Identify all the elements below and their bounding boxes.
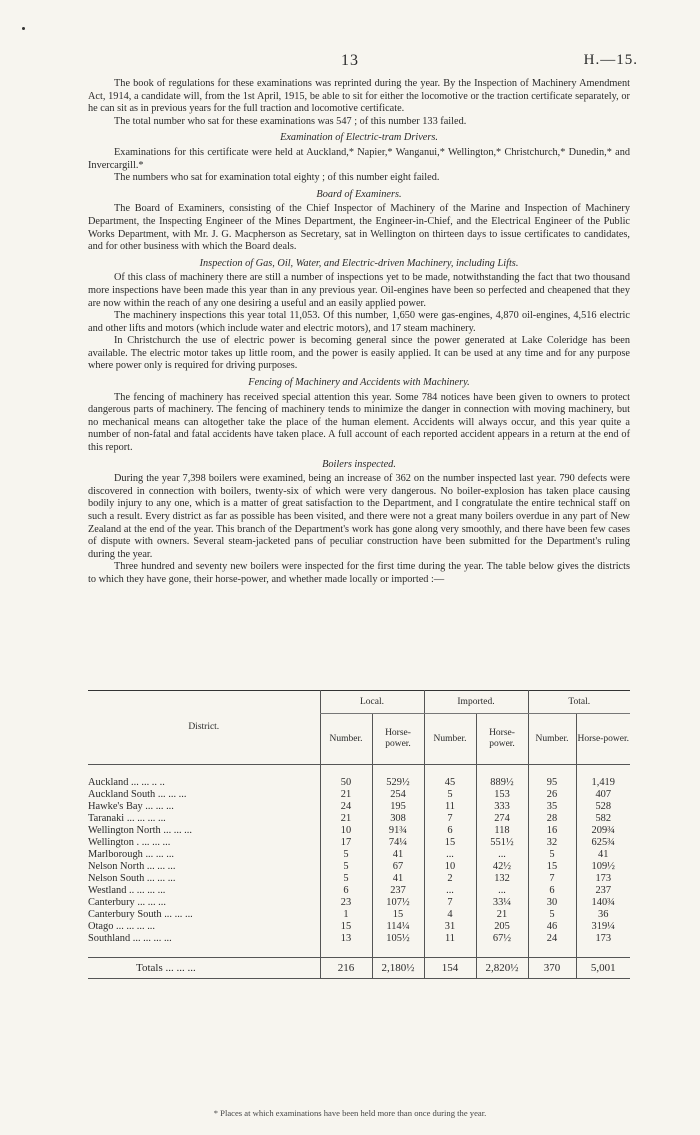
footnote: * Places at which examinations have been held more than once during the year. [213, 1108, 487, 1118]
paragraph: Three hundred and seventy new boilers were inspected for the first time during the year. The table below gives the districts to which they have gone, their horse-power, and whether made locally or imported :— [88, 561, 630, 585]
section-heading: Inspection of Gas, Oil, Water, and Electric-driven Machinery, including Lifts. [199, 257, 519, 269]
table-row [88, 921, 630, 933]
district-name: Canterbury South [88, 909, 162, 920]
total-number: 7 [528, 873, 576, 885]
district-header: District. [88, 691, 320, 765]
total-number: 5 [528, 849, 576, 861]
total-number: 35 [528, 801, 576, 813]
total-number: 24 [528, 933, 576, 945]
total-horse-power: 109½ [576, 861, 630, 873]
imported-horse-power: 42½ [476, 861, 528, 873]
local-number: 1 [320, 909, 372, 921]
leader-dots: ... ... ... [146, 861, 176, 872]
local-number: 10 [320, 825, 372, 837]
paragraph: The total number who sat for these examinations was 547 ; of this number 133 failed. [114, 115, 467, 127]
district-name: Westland [88, 885, 127, 896]
total-horse-power: 1,419 [576, 777, 630, 789]
leader-dots: .. ... ... ... [129, 885, 166, 896]
imported-number: ... [424, 885, 476, 897]
leader-dots: ... ... ... ... [132, 933, 172, 944]
local-number: 24 [320, 801, 372, 813]
local-horse-power: 107½ [372, 897, 424, 909]
local-number: 6 [320, 885, 372, 897]
leader-dots: ... ... ... [163, 825, 192, 836]
table-row [88, 789, 630, 801]
leader-dots: . ... ... ... [136, 837, 171, 848]
table-row [88, 777, 630, 789]
local-header: Local. [320, 691, 424, 714]
local-horse-power: 15 [372, 909, 424, 921]
total-horse-power: 209¾ [576, 825, 630, 837]
total-number: 28 [528, 813, 576, 825]
section-heading: Fencing of Machinery and Accidents with Machinery. [248, 377, 470, 389]
local-horse-power: 254 [372, 789, 424, 801]
table-row [88, 933, 630, 945]
district-name: Otago [88, 921, 114, 932]
local-horse-power: 195 [372, 801, 424, 813]
imported-header: Imported. [424, 691, 528, 714]
local-horse-power: 114¼ [372, 921, 424, 933]
imported-horse-power: 889½ [476, 777, 528, 789]
local-horse-power: 308 [372, 813, 424, 825]
local-horse-power: 237 [372, 885, 424, 897]
total-number: 46 [528, 921, 576, 933]
paragraph: The book of regulations for these examinations was reprinted during the year. By the Inspection of Machinery Amendment Act, 1914, a candidate will, from the 1st April, 1915, be able to sit for either the locomotive or the traction certificate separately, or he can sit as in previous years for the full traction and locomotive certificate. [88, 78, 630, 115]
imported-number: 11 [424, 933, 476, 945]
horse-power-header: Horse-power. [576, 714, 630, 765]
imported-horse-power: 551½ [476, 837, 528, 849]
report-body [88, 78, 630, 587]
totals-row [88, 958, 630, 979]
local-number-total: 216 [320, 958, 372, 979]
total-number: 6 [528, 885, 576, 897]
local-horse-power: 67 [372, 861, 424, 873]
total-number: 5 [528, 909, 576, 921]
table-row [88, 885, 630, 897]
imported-number: 31 [424, 921, 476, 933]
district-name: Hawke's Bay [88, 801, 143, 812]
total-number: 32 [528, 837, 576, 849]
local-horse-power-total: 2,180½ [372, 958, 424, 979]
total-header: Total. [528, 691, 630, 714]
district-name: Southland [88, 933, 131, 944]
table-row [88, 909, 630, 921]
district-name: Auckland [88, 777, 129, 788]
imported-number: 2 [424, 873, 476, 885]
paragraph: The fencing of machinery has received special attention this year. Some 784 notices have been given to owners to protect dangerous parts of machinery. The fencing of machinery tends to minimize the danger in connection with moving machinery, but no mechanical means can altogether take the place of the human element. Accidents will always occur, and this year quite a number of non-fatal and fatal accidents have taken place. A full account of each reported accident appears in a return at the end of this report. [88, 391, 630, 454]
imported-number: 7 [424, 813, 476, 825]
table-row [88, 861, 630, 873]
leader-dots: ... ... ... [146, 873, 176, 884]
number-header: Number. [528, 714, 576, 765]
leader-dots: ... ... ... [157, 789, 187, 800]
district-name: Wellington [88, 837, 134, 848]
speck-mark [22, 27, 25, 30]
district-name: Nelson South [88, 873, 145, 884]
total-number-total: 370 [528, 958, 576, 979]
imported-horse-power: 153 [476, 789, 528, 801]
totals-label: Totals [136, 962, 163, 974]
boilers-table [88, 690, 630, 979]
table-row [88, 837, 630, 849]
total-number: 30 [528, 897, 576, 909]
local-horse-power: 529½ [372, 777, 424, 789]
total-horse-power: 41 [576, 849, 630, 861]
total-horse-power: 319¼ [576, 921, 630, 933]
section-heading: Boilers inspected. [322, 458, 396, 470]
leader-dots: ... ... ... [137, 897, 166, 908]
imported-horse-power: 21 [476, 909, 528, 921]
district-name: Auckland South [88, 789, 156, 800]
section-heading: Board of Examiners. [316, 188, 402, 200]
imported-horse-power: 132 [476, 873, 528, 885]
imported-horse-power: ... [476, 885, 528, 897]
total-number: 16 [528, 825, 576, 837]
total-horse-power: 173 [576, 873, 630, 885]
imported-horse-power-total: 2,820½ [476, 958, 528, 979]
local-number: 17 [320, 837, 372, 849]
total-horse-power: 140¾ [576, 897, 630, 909]
local-horse-power: 91¾ [372, 825, 424, 837]
table-row [88, 801, 630, 813]
number-header: Number. [424, 714, 476, 765]
leader-dots: ... ... ... ... [126, 813, 166, 824]
total-horse-power: 625¾ [576, 837, 630, 849]
leader-dots: ... ... ... [165, 962, 196, 974]
imported-number: 45 [424, 777, 476, 789]
paragraph: During the year 7,398 boilers were examined, being an increase of 362 on the number inspected last year. 790 defects were discovered in connection with boilers, twenty-six of which were very dangerous. No boiler-explosion has taken place causing bodily injury to any one, which is a matter of great satisfaction to the Department, and I congratulate the entire technical staff on such a result. Every district as far as possible has been visited, and there were not a great many boilers overdue in any part of New Zealand at the end of the year. This branch of the Department's work has gone along very smoothly, and there have been few cases of dispute with owners. Several steam-jacketed pans of peculiar construction have been submitted for the Department's ruling during the year. [88, 473, 630, 560]
local-number: 5 [320, 873, 372, 885]
total-number: 26 [528, 789, 576, 801]
district-name: Taranaki [88, 813, 125, 824]
paragraph: The machinery inspections this year total 11,053. Of this number, 1,650 were gas-engines, 4,870 oil-engines, 4,516 electric and other lifts and motors (which include water and electric motors), and 17 steam machinery. [88, 310, 630, 334]
local-horse-power: 41 [372, 849, 424, 861]
imported-horse-power: 118 [476, 825, 528, 837]
table-row [88, 873, 630, 885]
imported-horse-power: 333 [476, 801, 528, 813]
total-number: 95 [528, 777, 576, 789]
imported-horse-power: 67½ [476, 933, 528, 945]
leader-dots: ... ... ... [164, 909, 193, 920]
imported-horse-power: 33¼ [476, 897, 528, 909]
table-row [88, 813, 630, 825]
paragraph: Of this class of machinery there are still a number of inspections yet to be made, notwithstanding the fact that two thousand more inspections have been made this year than in any previous year. Oil-engines have been so perfected and cheapened that they are now within the reach of any one desiring a useful and an easily applied power. [88, 272, 630, 309]
imported-number: 7 [424, 897, 476, 909]
local-number: 15 [320, 921, 372, 933]
local-number: 13 [320, 933, 372, 945]
local-number: 50 [320, 777, 372, 789]
imported-number: 10 [424, 861, 476, 873]
district-name: Nelson North [88, 861, 145, 872]
total-horse-power-total: 5,001 [576, 958, 630, 979]
table-row [88, 897, 630, 909]
table-row [88, 825, 630, 837]
total-horse-power: 173 [576, 933, 630, 945]
local-horse-power: 105½ [372, 933, 424, 945]
table-row [88, 849, 630, 861]
leader-dots: ... ... .. .. [131, 777, 165, 788]
imported-number: 11 [424, 801, 476, 813]
imported-horse-power: 274 [476, 813, 528, 825]
horse-power-header: Horse-power. [476, 714, 528, 765]
imported-horse-power: ... [476, 849, 528, 861]
local-number: 21 [320, 789, 372, 801]
horse-power-header: Horse-power. [372, 714, 424, 765]
page-number: 13 [341, 52, 359, 69]
imported-number-total: 154 [424, 958, 476, 979]
leader-dots: ... ... ... [145, 801, 174, 812]
total-number: 15 [528, 861, 576, 873]
imported-number: 4 [424, 909, 476, 921]
local-number: 21 [320, 813, 372, 825]
imported-number: ... [424, 849, 476, 861]
district-name: Wellington North [88, 825, 161, 836]
local-number: 5 [320, 861, 372, 873]
total-horse-power: 528 [576, 801, 630, 813]
section-heading: Examination of Electric-tram Drivers. [280, 132, 438, 144]
total-horse-power: 407 [576, 789, 630, 801]
leader-dots: ... ... ... [145, 849, 175, 860]
imported-horse-power: 205 [476, 921, 528, 933]
total-horse-power: 237 [576, 885, 630, 897]
imported-number: 6 [424, 825, 476, 837]
document-reference: H.—15. [583, 52, 638, 68]
total-horse-power: 36 [576, 909, 630, 921]
paragraph: Examinations for this certificate were held at Auckland,* Napier,* Wanganui,* Wellington,* Christchurch,* Dunedin,* and Invercargill.* [88, 146, 630, 171]
paragraph: The numbers who sat for examination total eighty ; of this number eight failed. [114, 172, 440, 184]
district-name: Marlborough [88, 849, 143, 860]
local-number: 23 [320, 897, 372, 909]
local-horse-power: 74¼ [372, 837, 424, 849]
paragraph: The Board of Examiners, consisting of the Chief Inspector of Machinery of the Marine and Inspection of Machinery Department, the Inspecting Engineer of the Mines Department, the Engineer-in-Chief, and the Electrical Engineer of the Public Works Department, with Mr. J. G. Macpherson as Secretary, sat in Wellington on thirteen days to issue certificates to candidates, and for other business with which the Board deals. [88, 203, 630, 253]
imported-number: 15 [424, 837, 476, 849]
leader-dots: ... ... ... ... [116, 921, 155, 932]
local-number: 5 [320, 849, 372, 861]
imported-number: 5 [424, 789, 476, 801]
number-header: Number. [320, 714, 372, 765]
local-horse-power: 41 [372, 873, 424, 885]
total-horse-power: 582 [576, 813, 630, 825]
district-name: Canterbury [88, 897, 135, 908]
paragraph: In Christchurch the use of electric power is becoming general since the power generated at Lake Coleridge has been available. The electric motor takes up little room, and the power is easily applied. It can be used at any time and for any purpose where power only is required for driving purposes. [88, 335, 630, 372]
